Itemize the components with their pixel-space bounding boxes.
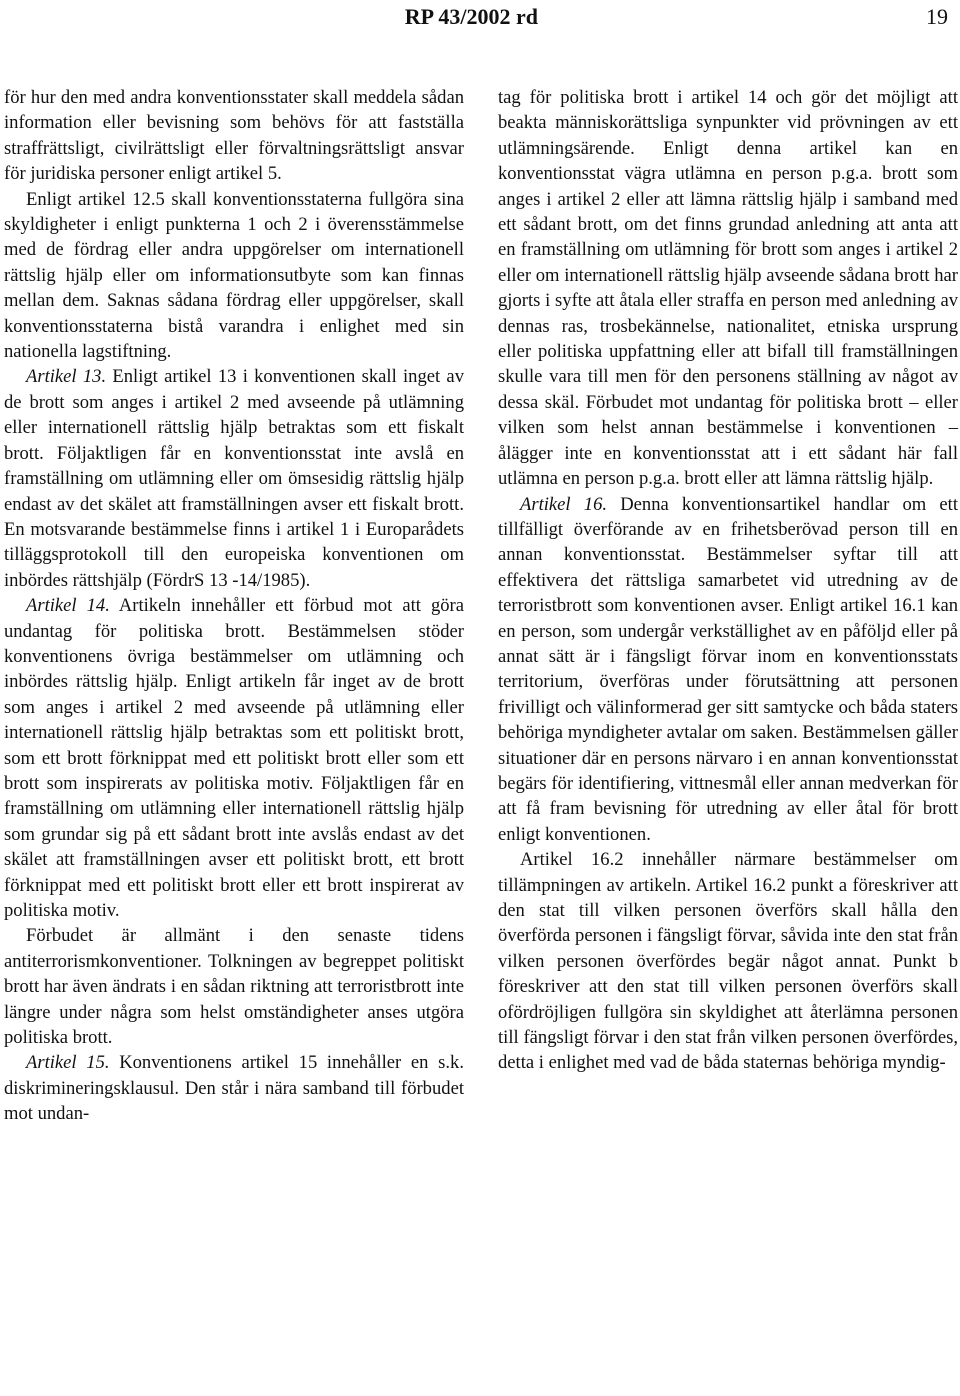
paragraph: Artikel 16.2 innehåller närmare bestämmelser om tillämpningen av artikeln. Artikel 16.2 punkt a föreskriver att den stat till vilken personen överförs skall hålla den överförda personen i fängsligt förvar, såvida inte den stat från vilken personen överfördes begär något annat. Punkt b föreskriver att den stat till vilken personen överförs skall ofördröjligen fullgöra sin skyldighet att återlämna personen till fängsligt förvar i den stat från vilken personen överfördes, detta i enlighet med vad de båda staternas behöriga myndig- [498,849,958,1074]
paragraph-body: Enligt artikel 13 i konventionen skall inget av de brott som anges i artikel 2 med avseende på utlämning eller internationell rättslig hjälp betraktas som ett fiskalt brott. Följaktligen får en konventionsstat inte avslå en framställning om utlämning eller om ömsesidig rättslig hjälp endast av det skälet att framställningen avser ett fiskalt brott. En motsvarande bestämmelse finns i artikel 1 i Europarådets tilläggsprotokoll till den europeiska konventionen om inbördes rättshjälp (FördrS 13 -14/1985). [4,366,464,591]
paragraph [4,364,464,593]
page-header [0,4,948,30]
paragraph-body: Konventionens artikel 15 innehåller en s.k. diskrimineringsklausul. Den står i nära samband till förbudet mot undan- [4,1052,464,1125]
paragraph [4,593,464,923]
article-heading: Artikel 13. [26,366,107,388]
paragraph: Förbudet är allmänt i den senaste tidens antiterrorismkonventioner. Tolkningen av begreppet politiskt brott har även ändrats i en sådan riktning att terroristbrott inte längre under några som helst omständigheter anses utgöra politiska brott. [4,925,464,1049]
page-number: 19 [926,4,948,29]
article-heading: Artikel 16. [520,493,608,515]
right-column [498,85,958,1076]
article-heading: Artikel 15. [26,1052,110,1074]
article-heading: Artikel 14. [26,595,110,617]
paragraph-body: Artikeln innehåller ett förbud mot att göra undantag för politiska brott. Bestämmelsen stöder konventionens övriga bestämmelser om utlämning och inbördes rättslig hjälp. Enligt artikeln får inget av de brott som anges i artikel 2 med avseende på utlämning eller internationell rättslig hjälp betraktas som ett politiskt brott, som ett brott förknippat med ett politiskt brott eller som ett brott som inspirerats av politiska motiv. Följaktligen får en framställning om utlämning eller internationell rättslig hjälp som grundar sig på ett sådant brott inte avslås endast av det skälet att framställningen avser ett politiskt brott, ett brott förknippat med ett politiskt brott eller ett brott inspirerat av politiska motiv. [4,595,464,921]
paragraph [498,492,958,848]
paragraph-body: Denna konventionsartikel handlar om ett tillfälligt överförande av en frihetsberövad person till en annan konventionsstat. Bestämmelser syftar till att effektivera det rättsliga samarbetet vid utredning av de terroristbrott som konventionen avser. Enligt artikel 16.1 kan en person, som undergår verkställighet av en påföljd eller på annat sätt är i fängsligt förvar inom en konventionsstats territorium, överföras under förutsättning att personen frivilligt och välinformerad ger sitt samtycke och båda staters behöriga myndigheter avtalar om saken. Bestämmelsen gäller situationer där en persons närvaro i en annan konventionsstat begärs för identifiering, vittnesmål eller annan medverkan för att få fram bevisning för utredning av eller åtal för brott enligt konventionen. [498,493,958,845]
left-column [4,85,464,1127]
paragraph: Enligt artikel 12.5 skall konventionsstaterna fullgöra sina skyldigheter i enligt punkterna 1 och 2 i överensstämmelse med de fördrag eller andra uppgörelser om internationell rättslig hjälp eller om informationsutbyte som kan finnas mellan dem. Saknas sådana fördrag eller uppgörelser, skall konventionsstaterna bistå varandra i enlighet med sin nationella lagstiftning. [4,188,464,363]
paragraph: för hur den med andra konventionsstater skall meddela sådan information eller bevisning som behövs för att fastställa straffrättsligt, civilrättsligt eller förvaltningsrättsligt ansvar för juridiska personer enligt artikel 5. [4,87,464,185]
document-id: RP 43/2002 rd [404,4,538,29]
paragraph: tag för politiska brott i artikel 14 och gör det möjligt att beakta människorättsliga synpunkter vid prövningen av ett utlämningsärende. Enligt denna artikel kan en konventionsstat vägra utlämna en person p.g.a. brott som anges i artikel 2 eller att lämna rättslig hjälp i samband med ett sådant brott, om det finns grundad anledning att anta att en framställning om utlämning för brott som anges i artikel 2 eller om internationell rättslig hjälp avseende sådana brott har gjorts i syfte att åtala eller straffa en person med anledning av dennas ras, trosbekännelse, nationalitet, etniska ursprung eller politiska uppfattning eller att bifall till framställningen skulle vara till men för den personens ställning av något av dessa skäl. Förbudet mot undantag för politiska brott – eller vilken som helst annan bestämmelse i konventionen – ålägger inte en konventionsstat att i ett sådant här fall utlämna en person p.g.a. brott eller att lämna rättslig hjälp. [498,87,958,490]
paragraph [4,1050,464,1126]
